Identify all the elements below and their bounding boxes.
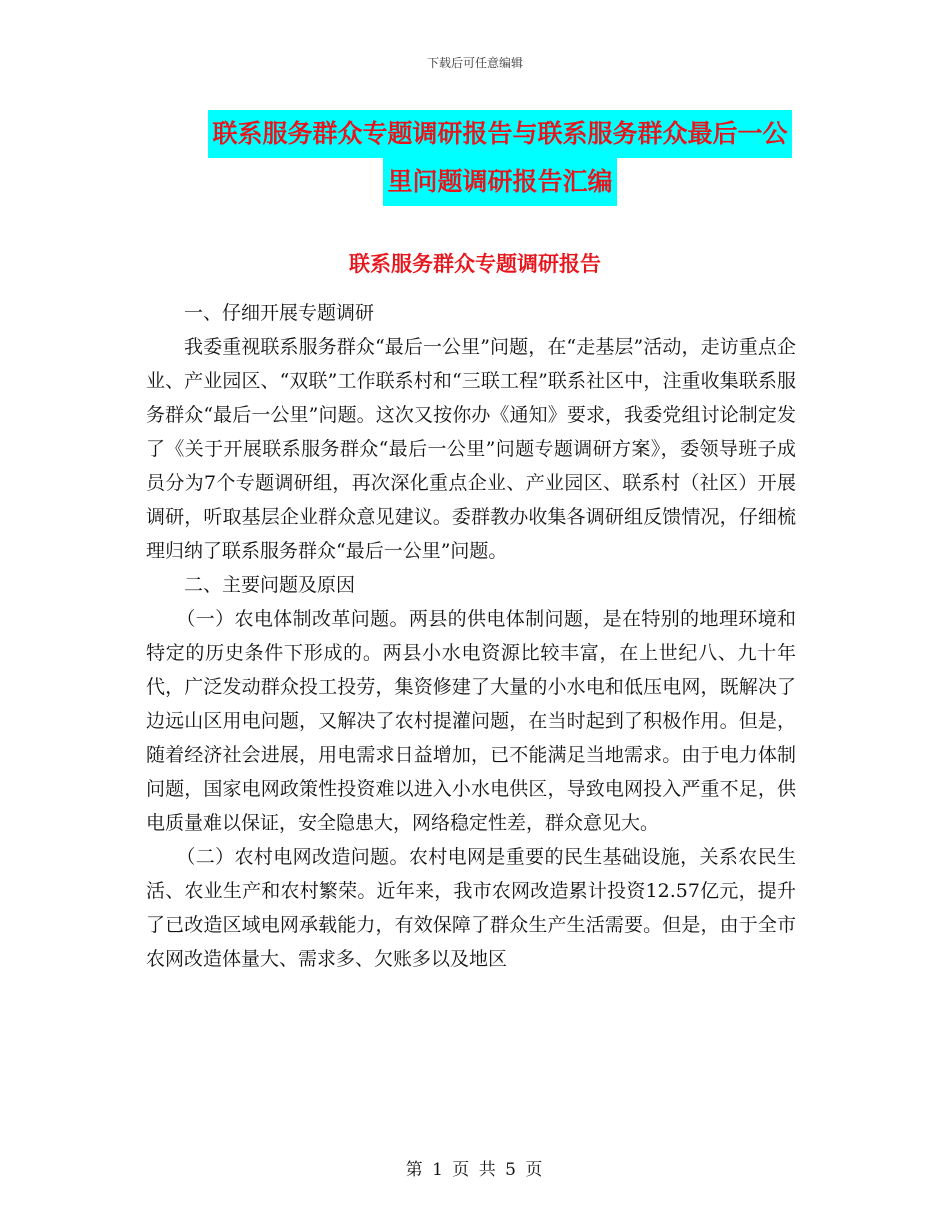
document-body	[146, 296, 796, 976]
paragraph-2: （一）农电体制改革问题。两县的供电体制问题，是在特别的地理环境和特定的历史条件下形成的。两县小水电资源比较丰富，在上世纪八、九十年代，广泛发动群众投工投劳，集资修建了大量的小水电和低压电网，既解决了边远山区用电问题，又解决了农村提灌问题，在当时起到了积极作用。但是，随着经济社会进展，用电需求日益增加，已不能满足当地需求。由于电力体制问题，国家电网政策性投资难以进入小水电供区，导致电网投入严重不足，供电质量难以保证，安全隐患大，网络稳定性差，群众意见大。	[146, 608, 796, 834]
document-title-line-2: 里问题调研报告汇编	[383, 158, 616, 206]
heading-2: 二、主要问题及原因	[184, 574, 356, 596]
document-title	[140, 110, 860, 206]
header-note: 下载后可任意编辑	[426, 56, 523, 70]
paragraph-1: 我委重视联系服务群众“最后一公里”问题，在“走基层”活动，走访重点企业、产业园区、“双联”工作联系村和“三联工程”联系社区中，注重收集联系服务群众“最后一公里”问题。这次又按你办《通知》要求，我委党组讨论制定发了《关于开展联系服务群众“最后一公里”问题专题调研方案》，委领导班子成员分为7个专题调研组，再次深化重点企业、产业园区、联系村（社区）开展调研，听取基层企业群众意见建议。委群教办收集各调研组反馈情况，仔细梳理归纳了联系服务群众“最后一公里”问题。	[146, 336, 796, 562]
page-number-footer: 第 1 页 共 5 页	[405, 1160, 545, 1180]
document-title-line-1: 联系服务群众专题调研报告与联系服务群众最后一公	[208, 110, 791, 158]
paragraph-3: （二）农村电网改造问题。农村电网是重要的民生基础设施，关系农民生活、农业生产和农村繁荣。近年来，我市农网改造累计投资12.57亿元，提升了已改造区域电网承载能力，有效保障了群众生产生活需要。但是，由于全市农网改造体量大、需求多、欠账多以及地区	[146, 846, 796, 970]
heading-1: 一、仔细开展专题调研	[184, 302, 375, 324]
section-title: 联系服务群众专题调研报告	[349, 252, 601, 276]
